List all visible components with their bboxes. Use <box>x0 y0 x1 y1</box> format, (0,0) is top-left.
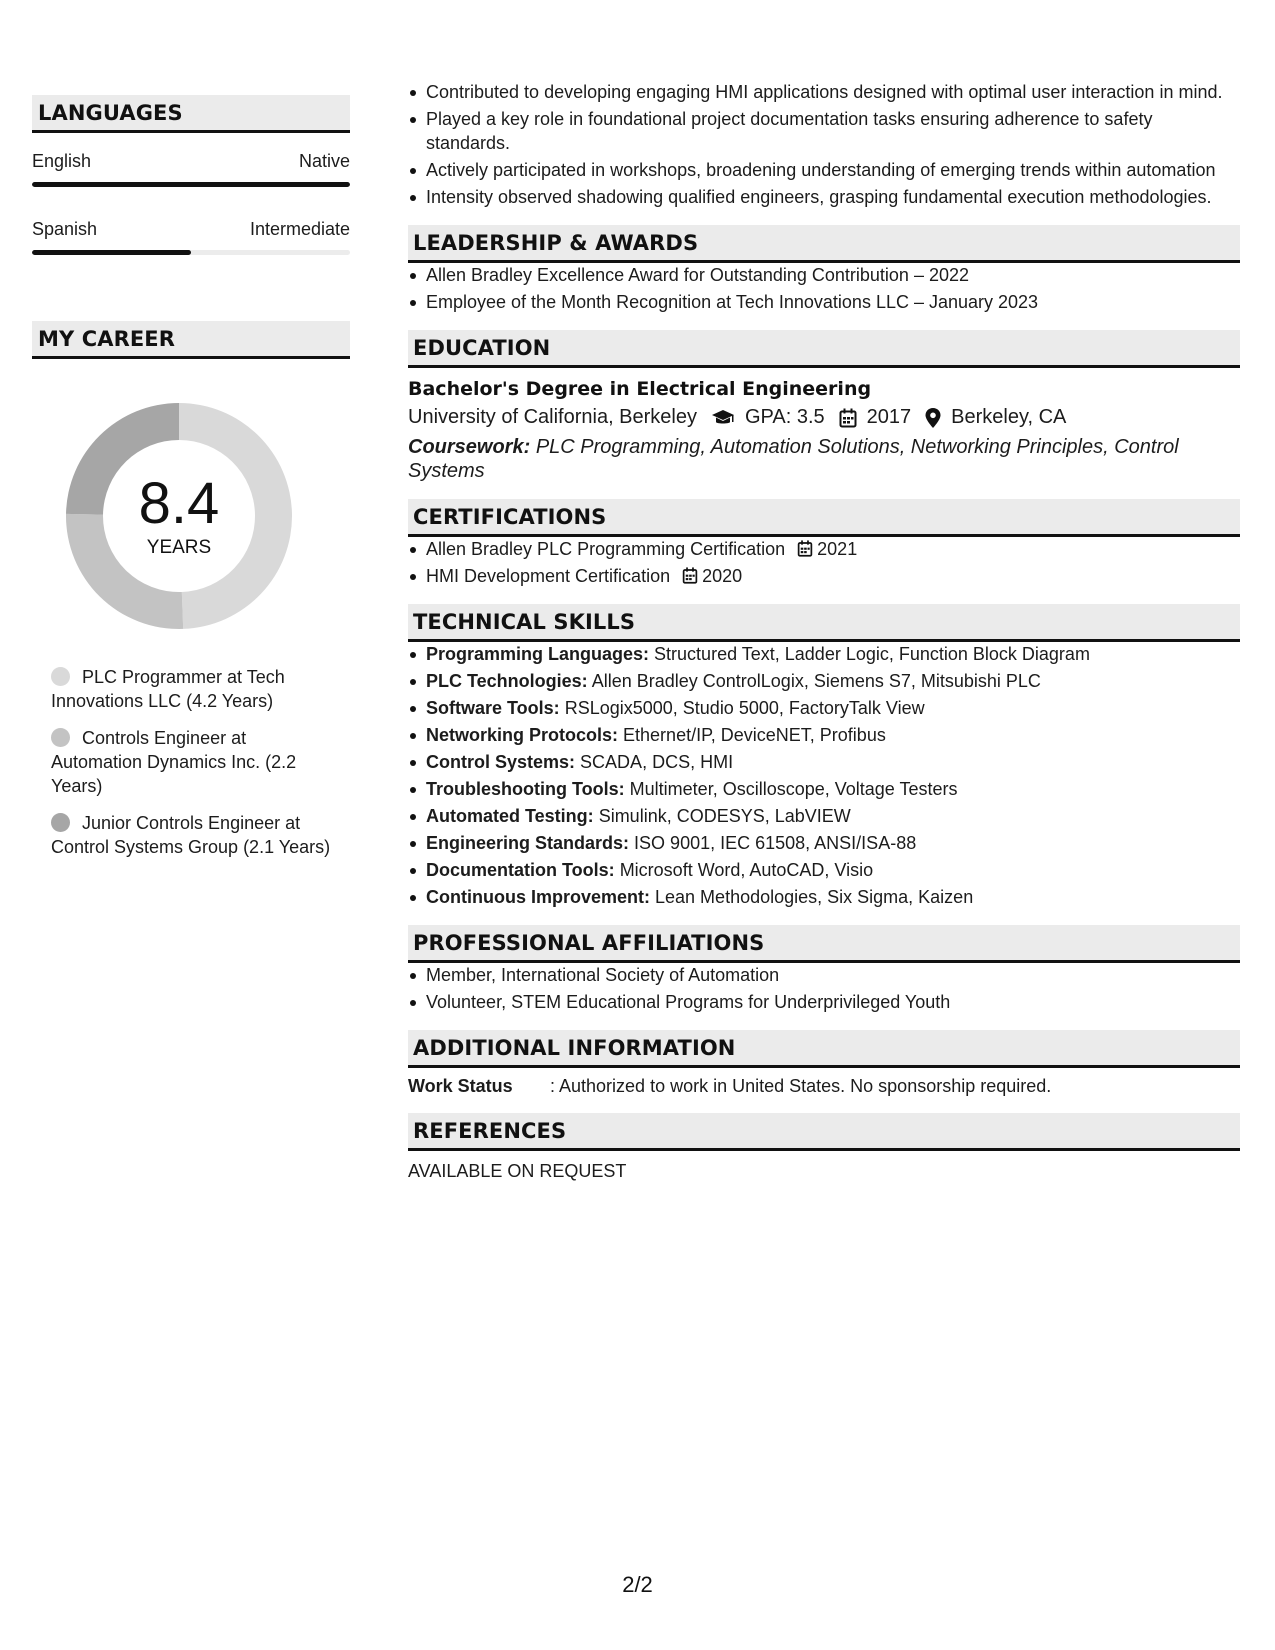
affiliations-list <box>408 963 1240 1014</box>
list-item: Volunteer, STEM Educational Programs for Underprivileged Youth <box>426 990 1240 1014</box>
education-year: 2017 <box>866 406 912 428</box>
awards-list <box>408 263 1240 314</box>
language-proficiency-fill <box>32 182 350 187</box>
career-legend <box>51 665 331 859</box>
language-proficiency-bar <box>32 250 350 255</box>
certification-year: 2020 <box>702 566 743 586</box>
awards-heading: LEADERSHIP & AWARDS <box>408 225 1240 263</box>
languages-heading: LANGUAGES <box>32 95 350 133</box>
certification-year: 2021 <box>817 539 858 559</box>
career-section <box>32 321 350 859</box>
work-status-value: : Authorized to work in United States. No sponsorship required. <box>550 1076 1052 1096</box>
list-item: Automated Testing: Simulink, CODESYS, LabVIEW <box>426 804 1240 828</box>
list-item: Member, International Society of Automation <box>426 963 1240 987</box>
list-item: Employee of the Month Recognition at Tech Innovations LLC – January 2023 <box>426 290 1240 314</box>
legend-dot <box>51 667 70 686</box>
language-proficiency-bar <box>32 182 350 187</box>
work-status-label: Work Status <box>408 1076 513 1096</box>
graduation-cap-icon <box>711 409 735 427</box>
list-item: Allen Bradley Excellence Award for Outstanding Contribution – 2022 <box>426 263 1240 287</box>
language-name: Spanish <box>32 219 98 239</box>
right-column <box>408 80 1240 1182</box>
list-item <box>426 564 1240 588</box>
list-item: Programming Languages: Structured Text, Ladder Logic, Function Block Diagram <box>426 642 1240 666</box>
map-pin-icon <box>925 408 941 428</box>
left-column <box>32 95 350 872</box>
education-heading: EDUCATION <box>408 330 1240 368</box>
education-degree: Bachelor's Degree in Electrical Engineering <box>408 378 872 400</box>
legend-item: Junior Controls Engineer at Control Systems Group (2.1 Years) <box>51 813 331 857</box>
list-item: Played a key role in foundational project documentation tasks ensuring adherence to safety standards. <box>426 107 1240 155</box>
language-name: English <box>32 151 92 171</box>
language-proficiency-fill <box>32 250 191 255</box>
legend-item: PLC Programmer at Tech Innovations LLC (4.2 Years) <box>51 667 285 711</box>
list-item: Intensity observed shadowing qualified engineers, grasping fundamental execution methodologies. <box>426 185 1240 209</box>
additional-info-heading: ADDITIONAL INFORMATION <box>408 1030 1240 1068</box>
experience-bullets <box>408 80 1240 209</box>
language-level: Native <box>298 151 350 171</box>
list-item: Software Tools: RSLogix5000, Studio 5000, FactoryTalk View <box>426 696 1240 720</box>
career-total-value: 8.4 <box>138 471 220 536</box>
calendar-icon <box>682 567 698 584</box>
calendar-icon <box>797 540 813 557</box>
education-gpa: GPA: 3.5 <box>745 406 825 428</box>
career-donut-chart <box>66 403 292 629</box>
list-item: Engineering Standards: ISO 9001, IEC 61508, ANSI/ISA-88 <box>426 831 1240 855</box>
coursework-value: PLC Programming, Automation Solutions, Networking Principles, Control Systems <box>408 436 1179 482</box>
education-coursework <box>408 435 1240 483</box>
education-details <box>408 406 1240 429</box>
language-item-spanish <box>32 219 350 255</box>
affiliations-heading: PROFESSIONAL AFFILIATIONS <box>408 925 1240 963</box>
education-location: Berkeley, CA <box>951 406 1067 428</box>
calendar-icon <box>839 408 857 428</box>
certification-name: HMI Development Certification <box>426 566 671 586</box>
language-level: Intermediate <box>249 219 350 239</box>
certifications-heading: CERTIFICATIONS <box>408 499 1240 537</box>
list-item: Networking Protocols: Ethernet/IP, DeviceNET, Profibus <box>426 723 1240 747</box>
references-heading: REFERENCES <box>408 1113 1240 1151</box>
legend-dot <box>51 813 70 832</box>
work-status-row <box>408 1076 1240 1097</box>
coursework-label: Coursework: <box>408 436 531 458</box>
legend-dot <box>51 728 70 747</box>
language-item-english <box>32 151 350 187</box>
list-item: Control Systems: SCADA, DCS, HMI <box>426 750 1240 774</box>
list-item: Documentation Tools: Microsoft Word, AutoCAD, Visio <box>426 858 1240 882</box>
education-school: University of California, Berkeley <box>408 406 697 428</box>
skills-list <box>408 642 1240 909</box>
career-total-unit: YEARS <box>146 537 212 558</box>
certification-name: Allen Bradley PLC Programming Certification <box>426 539 786 559</box>
list-item: Continuous Improvement: Lean Methodologies, Six Sigma, Kaizen <box>426 885 1240 909</box>
skills-heading: TECHNICAL SKILLS <box>408 604 1240 642</box>
list-item: Actively participated in workshops, broadening understanding of emerging trends within automation <box>426 158 1240 182</box>
certifications-list <box>408 537 1240 588</box>
list-item: Contributed to developing engaging HMI applications designed with optimal user interaction in mind. <box>426 80 1240 104</box>
page-number: 2/2 <box>622 1572 653 1597</box>
list-item: Troubleshooting Tools: Multimeter, Oscilloscope, Voltage Testers <box>426 777 1240 801</box>
career-heading: MY CAREER <box>32 321 350 359</box>
list-item <box>426 537 1240 561</box>
legend-item: Controls Engineer at Automation Dynamics Inc. (2.2 Years) <box>51 728 297 796</box>
references-text: AVAILABLE ON REQUEST <box>408 1161 627 1181</box>
list-item: PLC Technologies: Allen Bradley ControlLogix, Siemens S7, Mitsubishi PLC <box>426 669 1240 693</box>
